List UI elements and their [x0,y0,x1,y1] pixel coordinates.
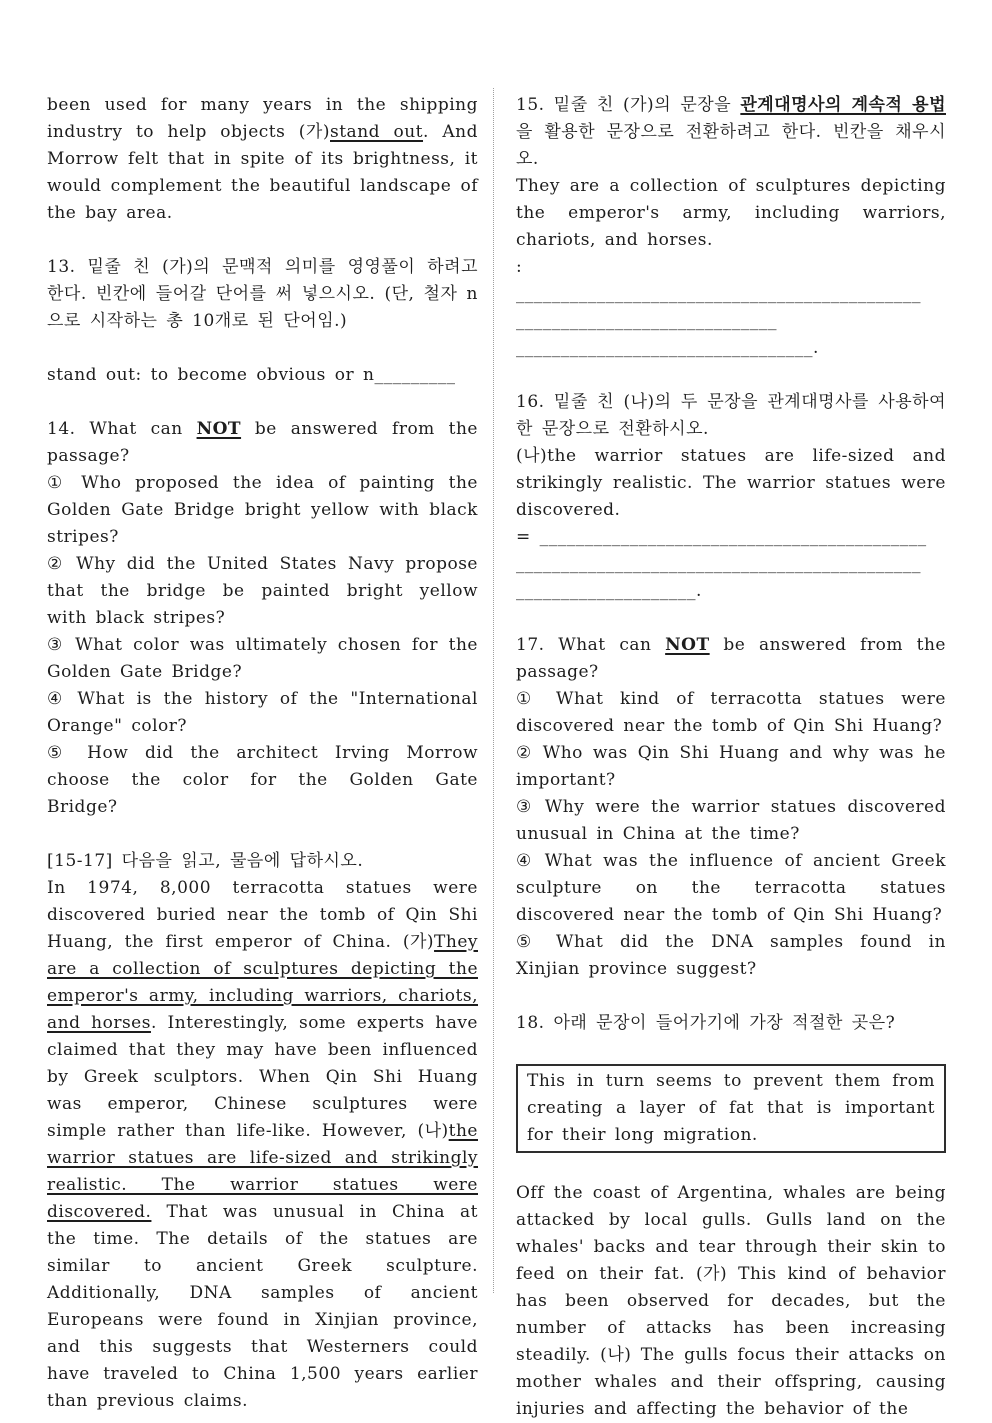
question-title [516,632,946,686]
text-run: _____________________________________________ [516,284,921,304]
text-run: ④ What is the history of the "International Orange" color? [47,689,478,736]
text-run: ③ Why were the warrior statues discovered unusual in China at the time? [516,797,946,844]
question-title [516,92,946,173]
text-run: 17. What can [516,635,666,655]
question-14 [47,416,478,821]
answer-13-definition [47,362,478,389]
text-run: 16. 밑줄 친 (나)의 두 문장을 관계대명사를 사용하여 한 문장으로 전환하시오. [516,392,946,439]
text-run: ① What kind of terracotta statues were discovered near the tomb of Qin Shi Huang? [516,689,946,736]
text-run: be answered from the passage? [516,635,946,682]
answer-line [47,362,478,389]
text-run: 을 활용한 문장으로 전환하려고 한다. 빈칸을 채우시오. [516,122,946,169]
text-run: That was unusual in China at the time. The details of the statues are similar to ancient Greek sculpture. Additionally, DNA samples of ancient Europeans were found in Xinjian province, and this suggests that Westerners could have traveled to China 1,500 years earlier than previous claims. [47,1202,478,1411]
boxed-sentence [527,1068,935,1149]
text-run: 14. What can [47,419,197,439]
text-run: ____________________. [516,581,702,601]
passage-text [47,875,478,1415]
question-13 [47,254,478,335]
text-run: stand out: to become obvious or n_________ [47,365,456,385]
option-1 [516,686,946,740]
text-run: This in turn seems to prevent them from creating a layer of fat that is important for their long migration. [527,1071,935,1145]
text-run: (나)the warrior statues are life-sized and strikingly realistic. The warrior statues were discovered. [516,446,946,520]
passage-18 [516,1180,946,1423]
bold-underlined-text: NOT [196,419,242,439]
blank-line [516,524,946,551]
option-4 [516,848,946,929]
text-run: ③ What color was ultimately chosen for the Golden Gate Bridge? [47,635,478,682]
question-17 [516,632,946,983]
blank-line [516,308,946,335]
option-5 [516,929,946,983]
option-2 [516,740,946,794]
passage-15-17 [47,848,478,1415]
source-sentence [516,443,946,524]
option-5 [47,740,478,821]
text-run: They are a collection of sculptures depicting the emperor's army, including warriors, chariots, and horses. [516,176,946,250]
right-column [516,92,946,1423]
source-sentence [516,173,946,254]
underlined-text: the warrior statues are life-sized and strikingly realistic. The warrior statues were discovered. [47,1121,478,1222]
question-title [516,1010,946,1037]
question-18 [516,1010,946,1037]
option-4 [47,686,478,740]
blank-line [516,281,946,308]
question-15 [516,92,946,362]
text-run: 18. 아래 문장이 들어가기에 가장 적절한 곳은? [516,1013,896,1033]
text-run: Off the coast of Argentina, whales are being attacked by local gulls. Gulls land on the whales' backs and tear through their skin to feed on their fat. (가) This kind of behavior has been observed for decades, but the number of attacks has been increasing steadily. (나) The gulls focus their attacks on mother whales and their offspring, causing injuries and affecting the behavior of the [516,1183,946,1419]
bold-underlined-text: 관계대명사의 계속적 용법 [740,95,946,115]
underlined-text: They are a collection of sculptures depicting the emperor's army, including warriors, chariots, and horses [47,932,478,1033]
text-run: be answered from the passage? [47,419,478,466]
question-title [47,254,478,335]
text-run: ② Who was Qin Shi Huang and why was he important? [516,743,946,790]
blank-line [516,551,946,578]
option-2 [47,551,478,632]
option-3 [47,632,478,686]
passage-12-continuation [47,92,478,227]
question-title [516,389,946,443]
text-run: . And Morrow felt that in spite of its brightness, it would complement the beautiful landscape of the bay area. [47,122,478,223]
text-run: _____________________________ [516,311,777,331]
text-run: In 1974, 8,000 terracotta statues were discovered buried near the tomb of Qin Shi Huang, the first emperor of China. (가) [47,878,478,952]
text-run: ⑤ What did the DNA samples found in Xinjian province suggest? [516,932,946,979]
text-run: 13. 밑줄 친 (가)의 문맥적 의미를 영영풀이 하려고 한다. 빈칸에 들어갈 단어를 써 넣으시오. (단, 철자 n으로 시작하는 총 10개로 된 단어임.) [47,257,478,331]
text-run: 15. 밑줄 친 (가)의 문장을 [516,95,741,115]
bold-underlined-text: NOT [665,635,710,655]
option-1 [47,470,478,551]
text-run: _____________________________________________ [516,554,921,574]
text-run: ④ What was the influence of ancient Greek sculpture on the terracotta statues discovered near the tomb of Qin Shi Huang? [516,851,946,925]
passage-text [47,92,478,227]
text-run: _________________________________. [516,338,819,358]
question-16 [516,389,946,605]
text-run: : [516,257,523,277]
text-run: ② Why did the United States Navy propose that the bridge be painted bright yellow with black stripes? [47,554,478,628]
text-run: = ___________________________________________ [516,527,927,547]
text-run: been used for many years in the shipping industry to help objects (가) [47,95,478,142]
text-run: ⑤ How did the architect Irving Morrow choose the color for the Golden Gate Bridge? [47,743,478,817]
underlined-text: stand out [330,122,424,142]
insert-sentence-box [516,1064,946,1153]
blank-line [516,335,946,362]
option-3 [516,794,946,848]
passage-text [516,1180,946,1423]
text-run: ① Who proposed the idea of painting the Golden Gate Bridge bright yellow with black stripes? [47,473,478,547]
blank-line [516,578,946,605]
passage-header [47,848,478,875]
colon-line [516,254,946,281]
question-title [47,416,478,470]
text-run: . Interestingly, some experts have claimed that they may have been influenced by Greek sculptors. When Qin Shi Huang was emperor, Chinese sculptures were simple rather than life-like. However, (나) [47,1013,478,1141]
column-divider [493,88,494,1293]
text-run: [15-17] 다음을 읽고, 물음에 답하시오. [47,851,364,871]
left-column [47,92,478,1415]
